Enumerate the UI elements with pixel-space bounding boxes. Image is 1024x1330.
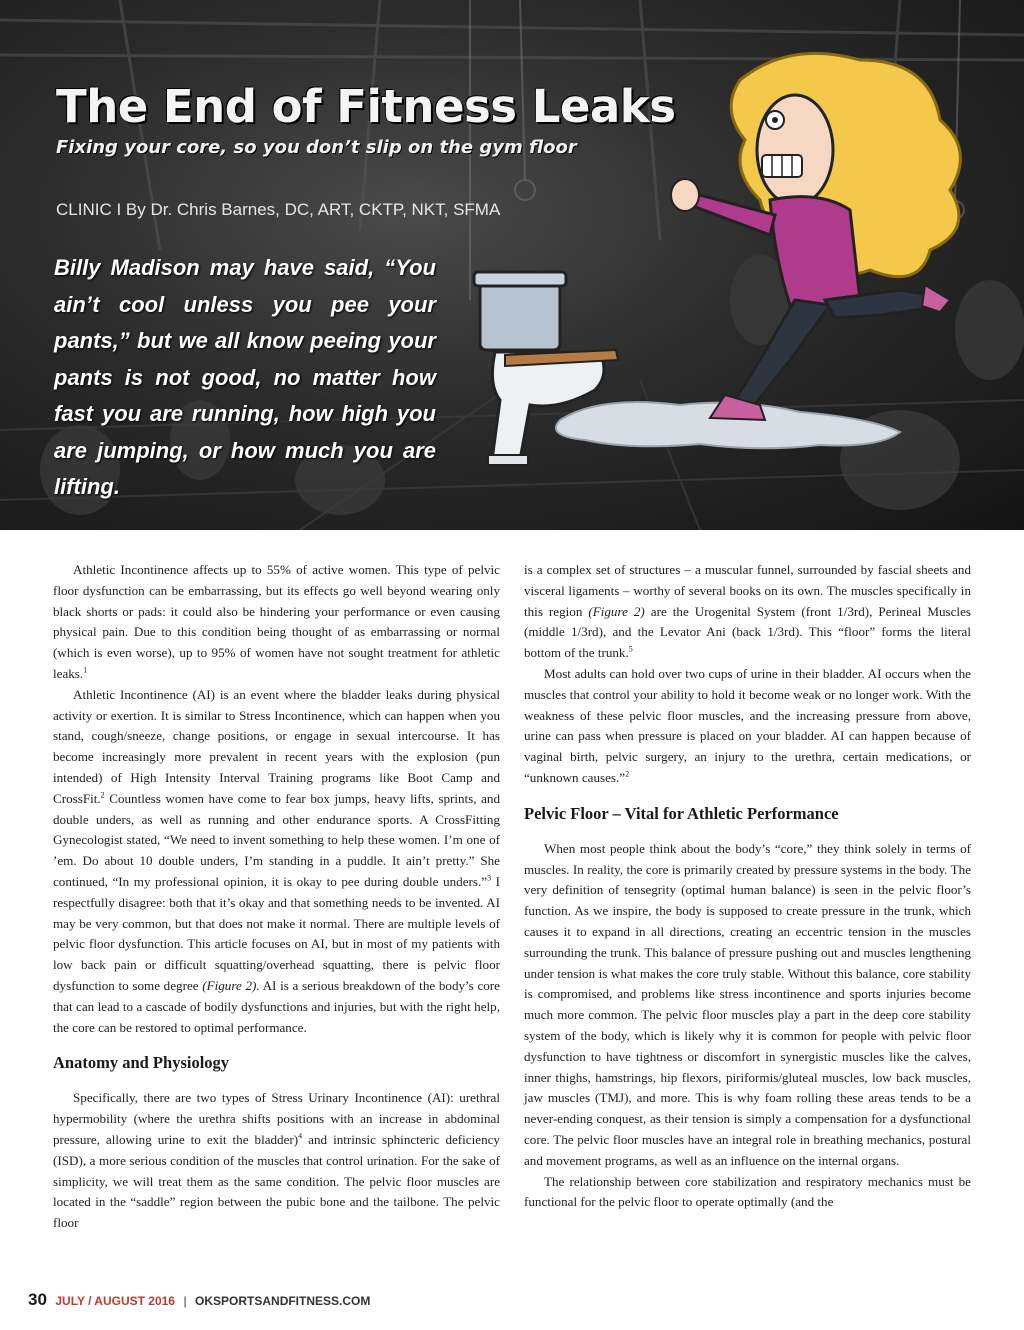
article-title: The End of Fitness Leaks	[56, 80, 676, 133]
article-byline: CLINIC I By Dr. Chris Barnes, DC, ART, CKTP, NKT, SFMA	[56, 200, 501, 219]
paragraph: Specifically, there are two types of Stress Urinary Incontinence (AI): urethral hypermobility (where the urethra shifts positions with an increase in abdominal pressure, allowing urine to exit the bladder)$^4$ and intrinsic sphincteric deficiency (ISD), a more serious condition of the muscles that control urination. For the sake of simplicity, we will treat them as the same condition. The pelvic floor muscles are located in the “saddle” region between the pubic bone and the tailbone. The pelvic floor	[53, 1090, 500, 1231]
footnote-ref: 3	[487, 873, 492, 883]
figure-reference: (Figure 2)	[588, 603, 645, 619]
paragraph: is a complex set of structures – a muscular funnel, surrounded by fascial sheets and visceral ligaments – worthy of several books on its own. The muscles specifically in this region (Figure 2) are the Urogenital System (front 1/3rd), Perineal Muscles (middle 1/3rd), and the Levator Ani (back 1/3rd). This “floor” forms the literal bottom of the trunk.$^5$	[524, 562, 971, 661]
pull-quote: Billy Madison may have said, “You ain’t cool unless you pee your pants,” but we all know peeing your pants is not good, no matter how fast you are running, how high you are jumping, or how much you are lifting.	[54, 255, 436, 499]
running-woman-illustration	[671, 53, 960, 420]
paragraph: Most adults can hold over two cups of urine in their bladder. AI occurs when the muscles that control your ability to hold it become weak or no longer work. With the weakness of these pelvic floor muscles, and the increasing pressure from above, urine can pass when pressure is placed on your bladder. AI can happen because of vaginal birth, pelvic surgery, an injury to the urethra, certain medications, or “unknown causes.”$^2$	[524, 665, 971, 785]
footer-separator: |	[183, 1294, 187, 1308]
section-heading-pelvic-floor: Pelvic Floor – Vital for Athletic Performance	[524, 803, 839, 823]
article-subtitle: Fixing your core, so you don’t slip on the gym floor	[56, 137, 577, 158]
article-column-right	[524, 560, 971, 1213]
footnote-ref: 4	[298, 1131, 303, 1141]
page-number: 30	[28, 1290, 47, 1309]
footnote-ref: 2	[100, 790, 105, 800]
figure-reference: (Figure 2).	[202, 977, 260, 993]
paragraph: Athletic Incontinence affects up to 55% of active women. This type of pelvic floor dysfunction can be embarrassing, but its effects go well beyond wearing only black shorts or pads: it could also be hindering your performance or even causing physical pain. Due to this condition being thought of as embarrassing or normal (which is even worse), up to 95% of women have not sought treatment for athletic leaks.$^1$	[53, 562, 500, 681]
paragraph: The relationship between core stabilization and respiratory mechanics must be functional for the pelvic floor to operate optimally (and the	[524, 1173, 971, 1210]
page-footer	[28, 1290, 370, 1310]
website-url: OKSPORTSANDFITNESS.COM	[195, 1294, 371, 1308]
footnote-ref: 2	[625, 769, 630, 779]
section-heading-anatomy: Anatomy and Physiology	[53, 1053, 230, 1073]
hero-banner	[0, 0, 1024, 530]
paragraph: Athletic Incontinence (AI) is an event where the bladder leaks during physical activity or exertion. It is similar to Stress Incontinence, which can happen when you stand, cough/sneeze, change positions, or engage in sexual intercourse. It has become increasingly more prevalent in recent years with the explosion (pun intended) of High Intensity Interval Training programs like Boot Camp and CrossFit.$^2$ Countless women have come to fear box jumps, heavy lifts, sprints, and double unders, as well as running and other endurance sports. A CrossFitting Gynecologist stated, “We need to invent something to help these women. I’m one of ’em. Do about 10 double unders, I’m standing in a puddle. It ain’t pretty.” She continued, “In my professional opinion, it is okay to pee during double unders.”$^3$ I respectfully disagree: both that it’s okay and that something needs to be invented. AI may be very common, but that does not make it normal. There are multiple levels of pelvic floor dysfunction. This article focuses on AI, but in most of my patients with low back pain or difficult squatting/overhead squatting, there is pelvic floor dysfunction to some degree (Figure 2). AI is a serious breakdown of the body’s core that can lead to a cascade of bodily dysfunctions and injuries, but with the right help, the core can be restored to optimal performance.	[53, 686, 500, 1035]
issue-date: JULY / AUGUST 2016	[55, 1294, 175, 1308]
footnote-ref: 1	[83, 665, 88, 675]
footnote-ref: 5	[628, 644, 633, 654]
paragraph: When most people think about the body’s “core,” they think solely in terms of muscles. In reality, the core is primarily created by pressure systems in the body. The very definition of tensegrity (optimal human balance) is seen in the pelvic floor’s function. As we inspire, the body is supposed to create pressure in the trunk, which causes it to expand in all directions, creating an eccentric tension in the muscles surrounding the trunk. This balance of pressure pushing out and muscles lengthening under tension is what makes the core truly stable. Without this balance, core stability is compromised, and problems like stress incontinence and sports injuries become much more common. The pelvic floor muscles play a part in the deep core stability system of the body, which is likely why it is common for people with pelvic floor dysfunction to have tightness or discomfort in synergistic muscles like the calves, inner thighs, hamstrings, hip flexors, piriformis/gluteal muscles, low back muscles, jaw muscles (TMJ), and more. This is why foam rolling these areas tends to be a never-ending conquest, as their tension is simply a compensation for a dysfunctional core. The pelvic floor muscles have an integral role in breathing mechanics, postural and movement programs, as well as an influence on the internal organs.	[524, 840, 971, 1168]
article-column-left	[53, 560, 500, 1234]
